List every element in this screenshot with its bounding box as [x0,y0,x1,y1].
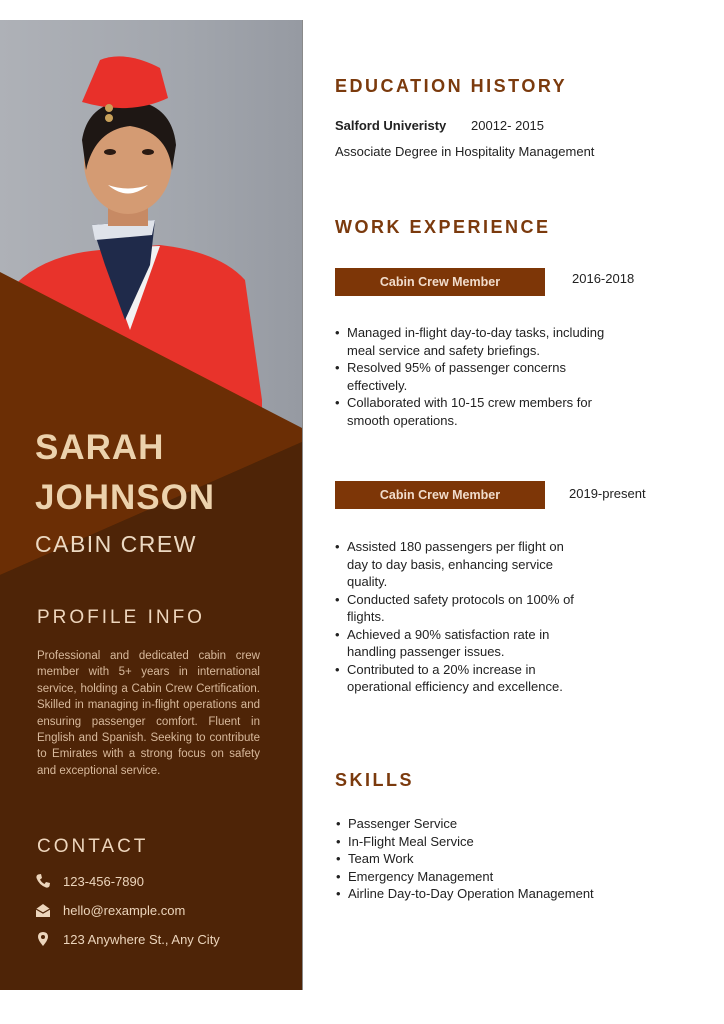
envelope-icon [35,902,51,918]
list-item: • Team Work [338,850,698,868]
name-first: SARAH [35,428,165,467]
list-item: • Managed in-flight day-to-day tasks, including meal service and safety briefings. [337,324,607,359]
skills-list [326,815,698,903]
email-text: hello@rexample.com [63,902,186,918]
list-item: • Airline Day-to-Day Operation Management [338,885,698,903]
list-item: • Assisted 180 passengers per flight on day to day basis, enhancing service quality. [337,538,577,591]
list-item: • Emergency Management [338,868,698,886]
list-item: • Collaborated with 10-15 crew members for smooth operations. [337,394,607,429]
education-school: Salford Univeristy [335,118,447,133]
list-item: • Resolved 95% of passenger concerns effectively. [337,359,607,394]
job-period: 2019-present [569,486,646,501]
work-heading: WORK EXPERIENCE [335,217,551,237]
contact-address[interactable] [35,931,220,947]
phone-icon [35,873,51,889]
list-item: • Passenger Service [338,815,698,833]
contact-heading: CONTACT [37,836,149,857]
address-text: 123 Anywhere St., Any City [63,931,220,947]
list-item: • In-Flight Meal Service [338,833,698,851]
list-item: • Conducted safety protocols on 100% of flights. [337,591,577,626]
profile-text: Professional and dedicated cabin crew member with 5+ years in international service, holding a Cabin Crew Certification. Skilled in managing in-flight operations and ensuring passenger comfort. Fluent in English and Spanish. Seeking to contribute to Emirates with a strong focus on safety and exceptional service. [37,650,260,777]
education-years: 20012- 2015 [471,118,545,133]
job-title-badge: Cabin Crew Member [335,268,545,296]
contact-email[interactable] [35,902,185,918]
sidebar-panel [0,20,303,990]
education-degree: Associate Degree in Hospitality Management [335,144,595,159]
contact-phone[interactable] [35,873,144,889]
location-pin-icon [35,931,51,947]
education-heading: EDUCATION HISTORY [335,76,568,96]
job-title-badge: Cabin Crew Member [335,481,545,509]
skills-heading: SKILLS [335,770,415,790]
job-title: CABIN CREW [35,531,197,557]
job-bullets [325,324,607,429]
list-item: • Contributed to a 20% increase in operational efficiency and excellence. [337,661,577,696]
name-last: JOHNSON [35,478,216,517]
phone-text: 123-456-7890 [63,873,144,889]
list-item: • Achieved a 90% satisfaction rate in handling passenger issues. [337,626,577,661]
profile-heading: PROFILE INFO [37,607,205,628]
job-period: 2016-2018 [572,271,635,286]
job-bullets [325,538,577,696]
